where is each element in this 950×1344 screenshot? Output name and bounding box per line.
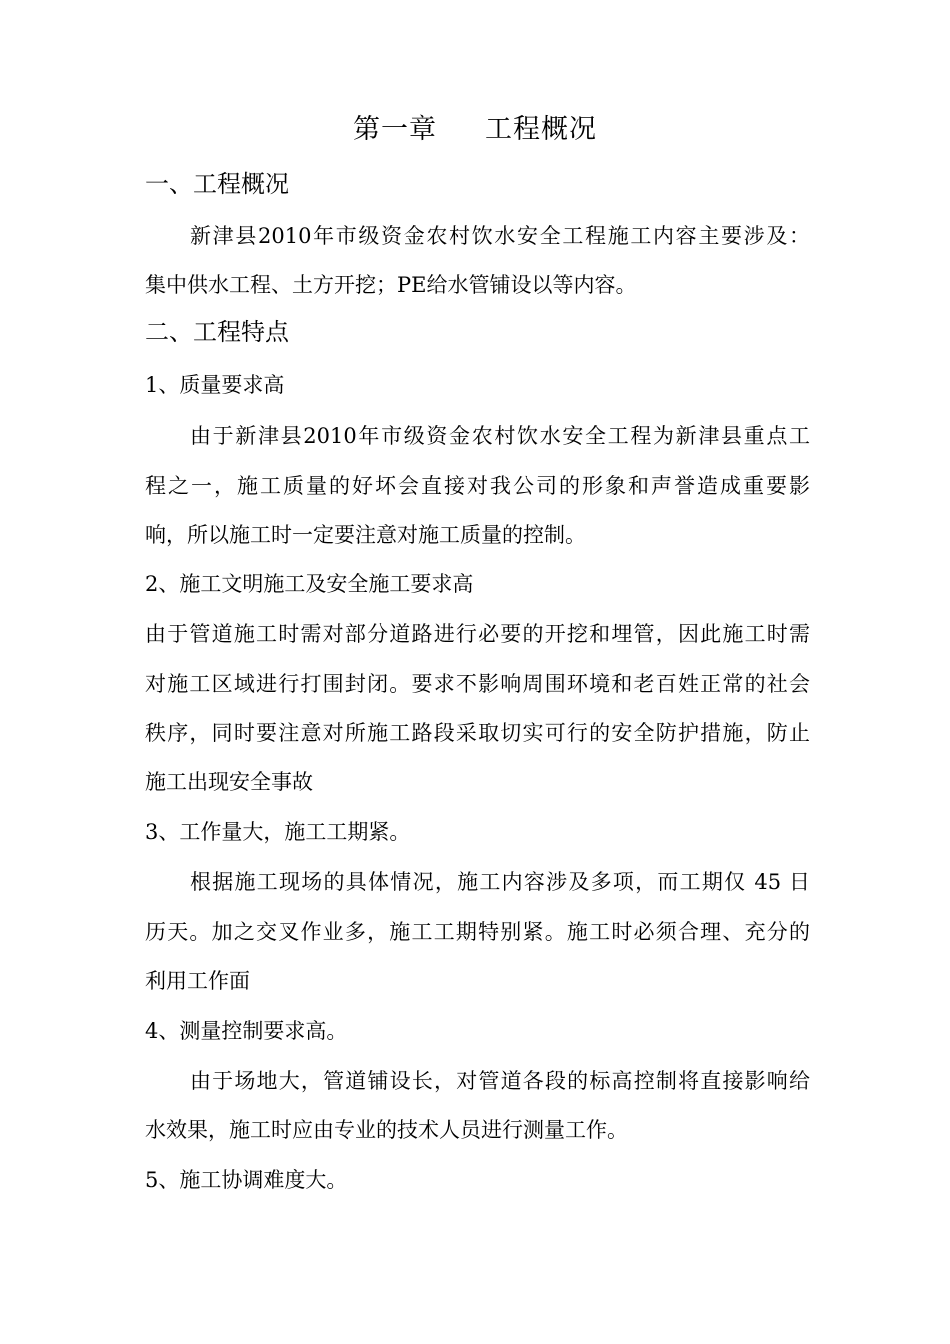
paragraph-line: 利用工作面: [145, 969, 250, 993]
subheading-safety: 2、施工文明施工及安全施工要求高: [145, 572, 474, 596]
paragraph-line: 集中供水工程、土方开挖；PE给水管铺设以等内容。: [145, 273, 637, 297]
subheading-coordination: 5、施工协调难度大。: [145, 1168, 348, 1192]
chapter-title: 第一章 工程概况: [353, 114, 597, 145]
subheading-measurement: 4、测量控制要求高。: [145, 1019, 348, 1043]
section-heading-overview: 一、工程概况: [145, 170, 289, 198]
paragraph-line: 程之一，施工质量的好坏会直接对我公司的形象和声誉造成重要影: [145, 474, 810, 498]
paragraph-line: 水效果，施工时应由专业的技术人员进行测量工作。: [145, 1118, 628, 1142]
paragraph-line: 由于新津县2010年市级资金农村饮水安全工程为新津县重点工: [190, 424, 810, 448]
paragraph-line: 秩序，同时要注意对所施工路段采取切实可行的安全防护措施，防止: [145, 721, 810, 745]
paragraph-line: 响，所以施工时一定要注意对施工质量的控制。: [145, 523, 586, 547]
paragraph-line: 由于场地大，管道铺设长，对管道各段的标高控制将直接影响给: [190, 1069, 810, 1093]
paragraph-line: 新津县2010年市级资金农村饮水安全工程施工内容主要涉及：: [190, 224, 810, 248]
paragraph-line: 由于管道施工时需对部分道路进行必要的开挖和埋管，因此施工时需: [145, 622, 810, 646]
paragraph-line: 对施工区域进行打围封闭。要求不影响周围环境和老百姓正常的社会: [145, 672, 810, 696]
paragraph-line: 根据施工现场的具体情况，施工内容涉及多项，而工期仅 45 日: [190, 870, 810, 894]
paragraph-line: 历天。加之交叉作业多，施工工期特别紧。施工时必须合理、充分的: [145, 920, 810, 944]
paragraph-line: 施工出现安全事故: [145, 770, 313, 794]
subheading-quality: 1、质量要求高: [145, 373, 285, 397]
section-heading-features: 二、工程特点: [145, 318, 289, 346]
subheading-workload: 3、工作量大，施工工期紧。: [145, 820, 411, 844]
